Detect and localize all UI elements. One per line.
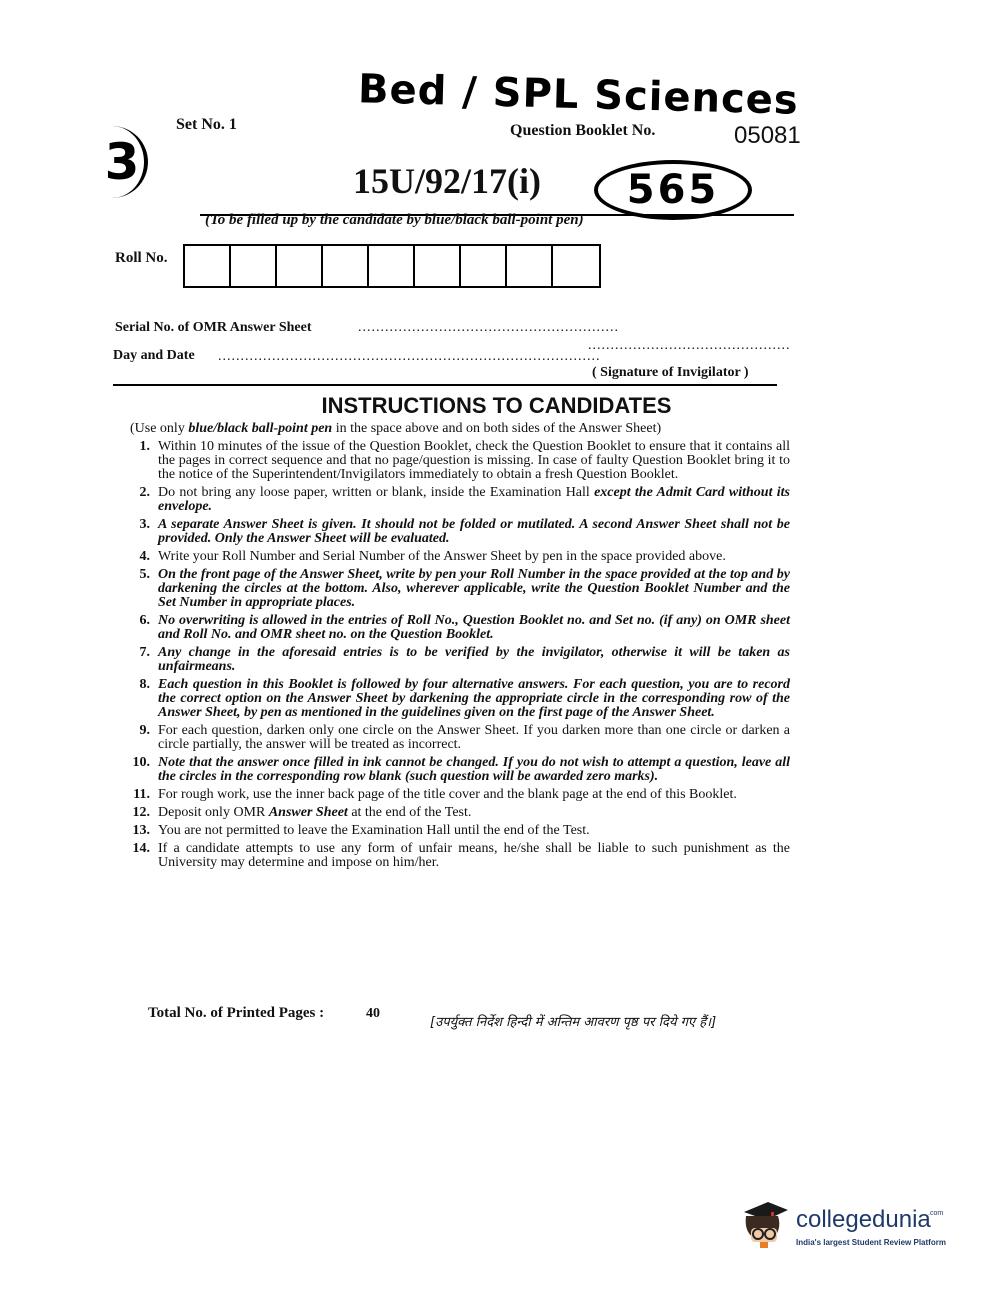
instruction-item: [110, 440, 790, 482]
instruction-text: [158, 678, 790, 720]
instruction-text: [158, 568, 790, 610]
instruction-number: 2.: [139, 485, 150, 500]
question-booklet-label: Question Booklet No.: [510, 122, 656, 139]
instruction-item: [110, 568, 790, 610]
instruction-emphasis: Each question in this Booklet is followed by four alternative answers. For each question, you are to record the correct option on the Answer Sheet by darkening the appropriate circle in the corresponding row of the Answer Sheet, by pen as mentioned in the guidelines given on the first page of the Answer Sheet.: [158, 677, 790, 720]
instruction-emphasis: Any change in the aforesaid entries is to be verified by the invigilator, otherwise it will be taken as unfairmeans.: [158, 645, 790, 674]
signature-field[interactable]: .............................................: [588, 338, 791, 353]
roll-number-box[interactable]: [231, 246, 277, 286]
instruction-number: 6.: [139, 613, 150, 628]
instruction-item: [110, 614, 790, 642]
instruction-number: 10.: [132, 755, 150, 770]
collegedunia-mascot-icon: [738, 1198, 790, 1252]
instruction-plain-text: Write your Roll Number and Serial Number of the Answer Sheet by pen in the space provided above.: [158, 549, 726, 564]
instruction-item: [110, 824, 790, 838]
intro-prefix: (Use only: [130, 421, 189, 436]
instruction-number: 8.: [139, 677, 150, 692]
instruction-number: 7.: [139, 645, 150, 660]
instruction-plain-text: Deposit only OMR: [158, 805, 269, 820]
instruction-emphasis: Answer Sheet: [268, 805, 348, 820]
brand-tagline: India's largest Student Review Platform: [796, 1238, 946, 1247]
roll-number-boxes[interactable]: [183, 244, 601, 288]
instruction-emphasis: except the Admit Card without its envelope.: [158, 485, 790, 514]
instructions-intro: [130, 421, 661, 437]
intro-suffix: in the space above and on both sides of the Answer Sheet): [332, 421, 662, 436]
total-pages-label: Total No. of Printed Pages :: [148, 1005, 325, 1021]
instruction-text: [158, 724, 790, 752]
instruction-number: 14.: [132, 841, 150, 856]
instruction-text: [158, 518, 790, 546]
instruction-text: [158, 550, 790, 564]
instruction-text: [158, 614, 790, 642]
instruction-plain-text: If a candidate attempts to use any form of unfair means, he/she shall be liable to such punishment as the University may determine and impose on him/her.: [158, 841, 790, 870]
instruction-number: 11.: [133, 787, 150, 802]
intro-emphasis: blue/black ball-point pen: [188, 421, 333, 436]
instruction-number: 5.: [139, 567, 150, 582]
fill-instruction-note: (To be filled up by the candidate by blue/black ball-point pen): [205, 212, 584, 228]
instruction-emphasis: Note that the answer once filled in ink cannot be changed. If you do not wish to attempt a question, leave all the circles in the corresponding row blank (such question will be awarded zero marks).: [158, 755, 790, 784]
brand-suffix: .com: [928, 1210, 944, 1217]
divider: [113, 384, 777, 386]
instruction-text: [158, 486, 790, 514]
handwritten-circled-number: 3: [100, 126, 148, 198]
roll-number-box[interactable]: [507, 246, 553, 286]
day-date-label: Day and Date: [113, 348, 195, 363]
instruction-item: [110, 486, 790, 514]
omr-serial-label: Serial No. of OMR Answer Sheet: [115, 320, 312, 335]
roll-number-box[interactable]: [415, 246, 461, 286]
instruction-text: [158, 440, 790, 482]
instruction-plain-text: For each question, darken only one circle on the Answer Sheet. If you darken more than one circle or darken a circle partially, the answer will be treated as incorrect.: [158, 723, 790, 752]
signature-label: ( Signature of Invigilator ): [592, 365, 749, 380]
paper-code: 15U/92/17(i): [353, 161, 541, 201]
instruction-emphasis: No overwriting is allowed in the entries of Roll No., Question Booklet no. and Set no. (if any) on OMR sheet and Roll No. and OMR sheet no. on the Question Booklet.: [158, 613, 790, 642]
instruction-number: 4.: [139, 549, 150, 564]
instruction-number: 13.: [132, 823, 150, 838]
handwritten-subject-title: Bed / SPL Sciences: [357, 66, 800, 124]
instructions-list: [110, 440, 790, 874]
instruction-text: [158, 824, 790, 838]
roll-number-box[interactable]: [323, 246, 369, 286]
instruction-plain-text: You are not permitted to leave the Examination Hall until the end of the Test.: [158, 823, 590, 838]
roll-number-box[interactable]: [185, 246, 231, 286]
collegedunia-watermark: [738, 1196, 968, 1256]
instruction-item: [110, 646, 790, 674]
instruction-item: [110, 806, 790, 820]
instruction-plain-text: Within 10 minutes of the issue of the Question Booklet, check the Question Booklet to ensure that it contains all the pages in correct sequence and that no page/question is missing. In case of faulty Question Booklet bring it to the notice of the Superintendent/Invigilators immediately to obtain a fresh Question Booklet.: [158, 439, 790, 482]
instruction-number: 1.: [139, 439, 150, 454]
instruction-text: [158, 756, 790, 784]
instruction-text: [158, 842, 790, 870]
roll-number-box[interactable]: [553, 246, 599, 286]
instruction-number: 12.: [132, 805, 150, 820]
instruction-item: [110, 550, 790, 564]
instruction-emphasis: On the front page of the Answer Sheet, write by pen your Roll Number in the space provided at the top and by darkening the circles at the bottom. Also, wherever applicable, write the Question Booklet Number and the Set Number in appropriate places.: [158, 567, 790, 610]
hindi-note: [उपर्युक्त निर्देश हिन्दी में अन्तिम आवरण पृष्ठ पर दिये गए हैं।]: [430, 1015, 717, 1030]
omr-serial-field[interactable]: ..........................................................: [358, 320, 619, 335]
instruction-text: [158, 806, 790, 820]
instruction-item: [110, 724, 790, 752]
instruction-plain-text: For rough work, use the inner back page of the title cover and the blank page at the end of this Booklet.: [158, 787, 737, 802]
handwritten-circled-code: 565: [594, 160, 752, 220]
instruction-item: [110, 756, 790, 784]
instruction-item: [110, 842, 790, 870]
instruction-number: 9.: [139, 723, 150, 738]
instruction-item: [110, 678, 790, 720]
instruction-number: 3.: [139, 517, 150, 532]
total-pages-value: 40: [366, 1006, 380, 1021]
roll-number-box[interactable]: [461, 246, 507, 286]
instruction-emphasis: A separate Answer Sheet is given. It should not be folded or mutilated. A second Answer Sheet shall not be provided. Only the Answer Sheet will be evaluated.: [158, 517, 790, 546]
roll-number-box[interactable]: [277, 246, 323, 286]
instruction-text: [158, 788, 790, 802]
instruction-trailing-text: at the end of the Test.: [347, 805, 472, 820]
brand-name: collegedunia: [796, 1206, 931, 1233]
instruction-item: [110, 788, 790, 802]
instruction-text: [158, 646, 790, 674]
roll-number-label: Roll No.: [115, 250, 168, 266]
instruction-item: [110, 518, 790, 546]
question-booklet-number: 05081: [734, 122, 801, 149]
instructions-heading: INSTRUCTIONS TO CANDIDATES: [321, 393, 672, 418]
set-number: Set No. 1: [176, 116, 237, 133]
instruction-plain-text: Do not bring any loose paper, written or blank, inside the Examination Hall: [158, 485, 595, 500]
roll-number-box[interactable]: [369, 246, 415, 286]
day-date-field[interactable]: .....................................................................................: [218, 349, 601, 364]
